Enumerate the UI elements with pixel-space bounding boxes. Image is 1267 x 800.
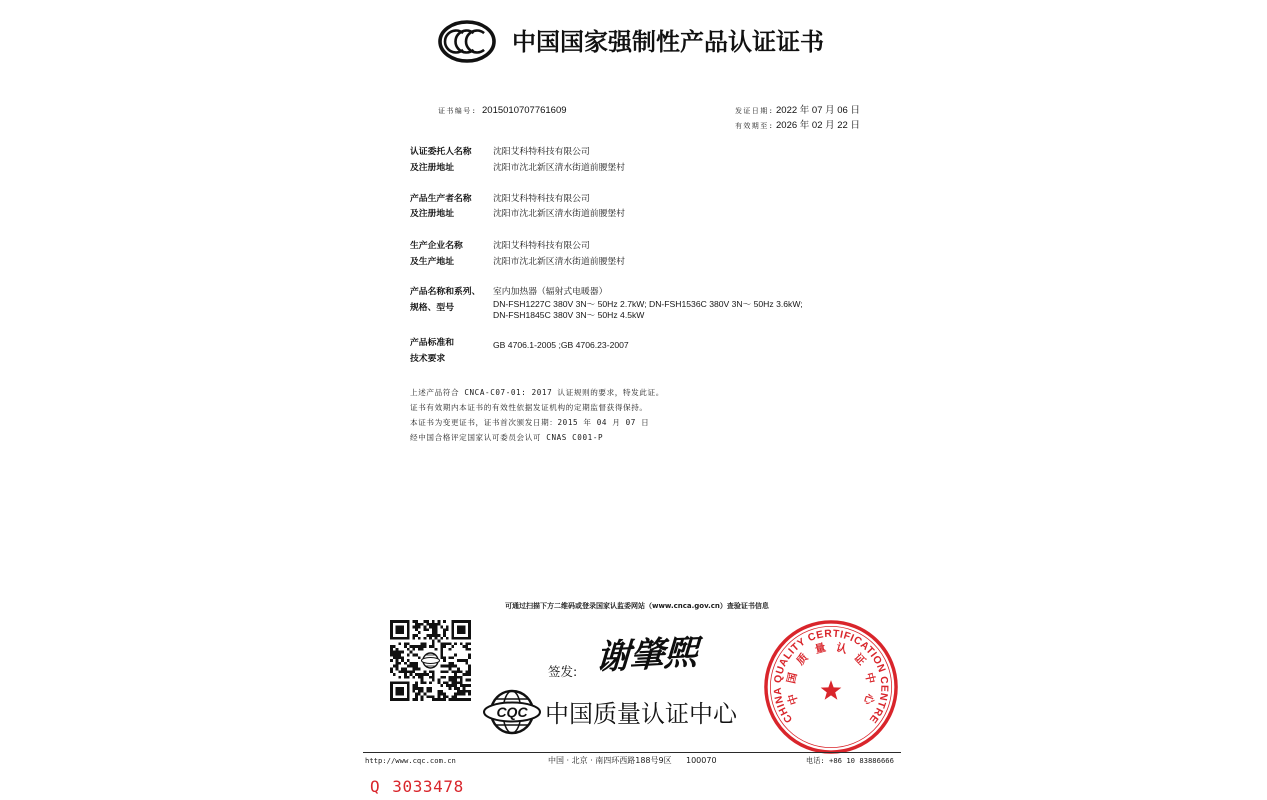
ccc-logo (437, 19, 497, 64)
factory-address: 沈阳市沈北新区清水街道前腰堡村 (493, 257, 625, 267)
expiry-date-label: 有效期至: (735, 122, 775, 130)
seal-outer-text-path: CHINA QUALITY CERTIFICATION CENTRE (772, 628, 890, 725)
footer-phone: 电话: +86 10 83886666 (806, 756, 894, 765)
certificate-number: 2015010707761609 (482, 105, 567, 116)
issue-date-label: 发证日期: (735, 107, 775, 115)
seal-inner-text-path: 中国质量认证中心 (785, 641, 877, 707)
product-models-line-1: DN-FSH1227C 380V 3N～ 50Hz 2.7kW; DN-FSH1536C 380V 3N～ 50Hz 3.6kW; (493, 299, 803, 309)
certificate-number-label: 证书编号: (438, 107, 478, 115)
serial-digits: 3033478 (392, 777, 464, 796)
standards-label: 产品标准和 (410, 338, 454, 348)
manufacturer-address: 沈阳市沈北新区清水街道前腰堡村 (493, 209, 625, 219)
product-name: 室内加热器（辐射式电暖器） (493, 287, 608, 297)
applicant-name-label: 认证委托人名称 (410, 147, 472, 157)
issued-by-label: 签发: (548, 664, 578, 679)
product-model-label: 规格、型号 (410, 303, 454, 313)
expiry-date: 2026 年 02 月 22 日 (776, 120, 860, 131)
cqc-logo (482, 688, 542, 736)
statement-line: 经中国合格评定国家认可委员会认可 CNAS C001-P (410, 433, 604, 442)
issuer-organization: 中国质量认证中心 (545, 700, 737, 728)
statement-line: 证书有效期内本证书的有效性依据发证机构的定期监督获得保持。 (410, 403, 648, 412)
verification-note: 可通过扫描下方二维码或登录国家认监委网站（www.cnca.gov.cn）查验证书信息 (505, 602, 769, 610)
seal-star-icon (821, 680, 842, 700)
serial-number (370, 779, 464, 795)
standards-label-2: 技术要求 (410, 354, 446, 364)
statement-line: 上述产品符合 CNCA-C07-01: 2017 认证规则的要求，特发此证。 (410, 388, 664, 397)
qr-code (390, 620, 471, 701)
certificate-title: 中国国家强制性产品认证证书 (512, 28, 824, 56)
applicant-name: 沈阳艾科特科技有限公司 (493, 147, 590, 157)
issue-date: 2022 年 07 月 06 日 (776, 105, 860, 116)
applicant-address-label: 及注册地址 (410, 163, 454, 173)
signature: 谢肇煕 (595, 632, 700, 679)
manufacturer-name-label: 产品生产者名称 (410, 194, 472, 204)
cqc-logo-text: CQC (496, 704, 528, 720)
applicant-address: 沈阳市沈北新区清水街道前腰堡村 (493, 163, 625, 173)
manufacturer-address-label: 及注册地址 (410, 209, 454, 219)
factory-address-label: 及生产地址 (410, 257, 454, 267)
footer-postcode: 100070 (686, 756, 717, 765)
official-seal (762, 618, 900, 756)
footer-website: http://www.cqc.com.cn (365, 756, 456, 765)
product-name-label: 产品名称和系列、 (410, 287, 481, 297)
serial-prefix: Q (370, 777, 381, 796)
footer-divider (363, 752, 901, 753)
manufacturer-name: 沈阳艾科特科技有限公司 (493, 194, 590, 204)
factory-name-label: 生产企业名称 (410, 241, 463, 251)
statement-line: 本证书为变更证书，证书首次颁发日期：2015 年 04 月 07 日 (410, 418, 650, 427)
product-models-line-2: DN-FSH1845C 380V 3N～ 50Hz 4.5kW (493, 310, 645, 320)
footer-address: 中国 · 北京 · 南四环西路188号9区 (548, 756, 672, 765)
standards-value: GB 4706.1-2005 ;GB 4706.23-2007 (493, 340, 629, 350)
factory-name: 沈阳艾科特科技有限公司 (493, 241, 590, 251)
